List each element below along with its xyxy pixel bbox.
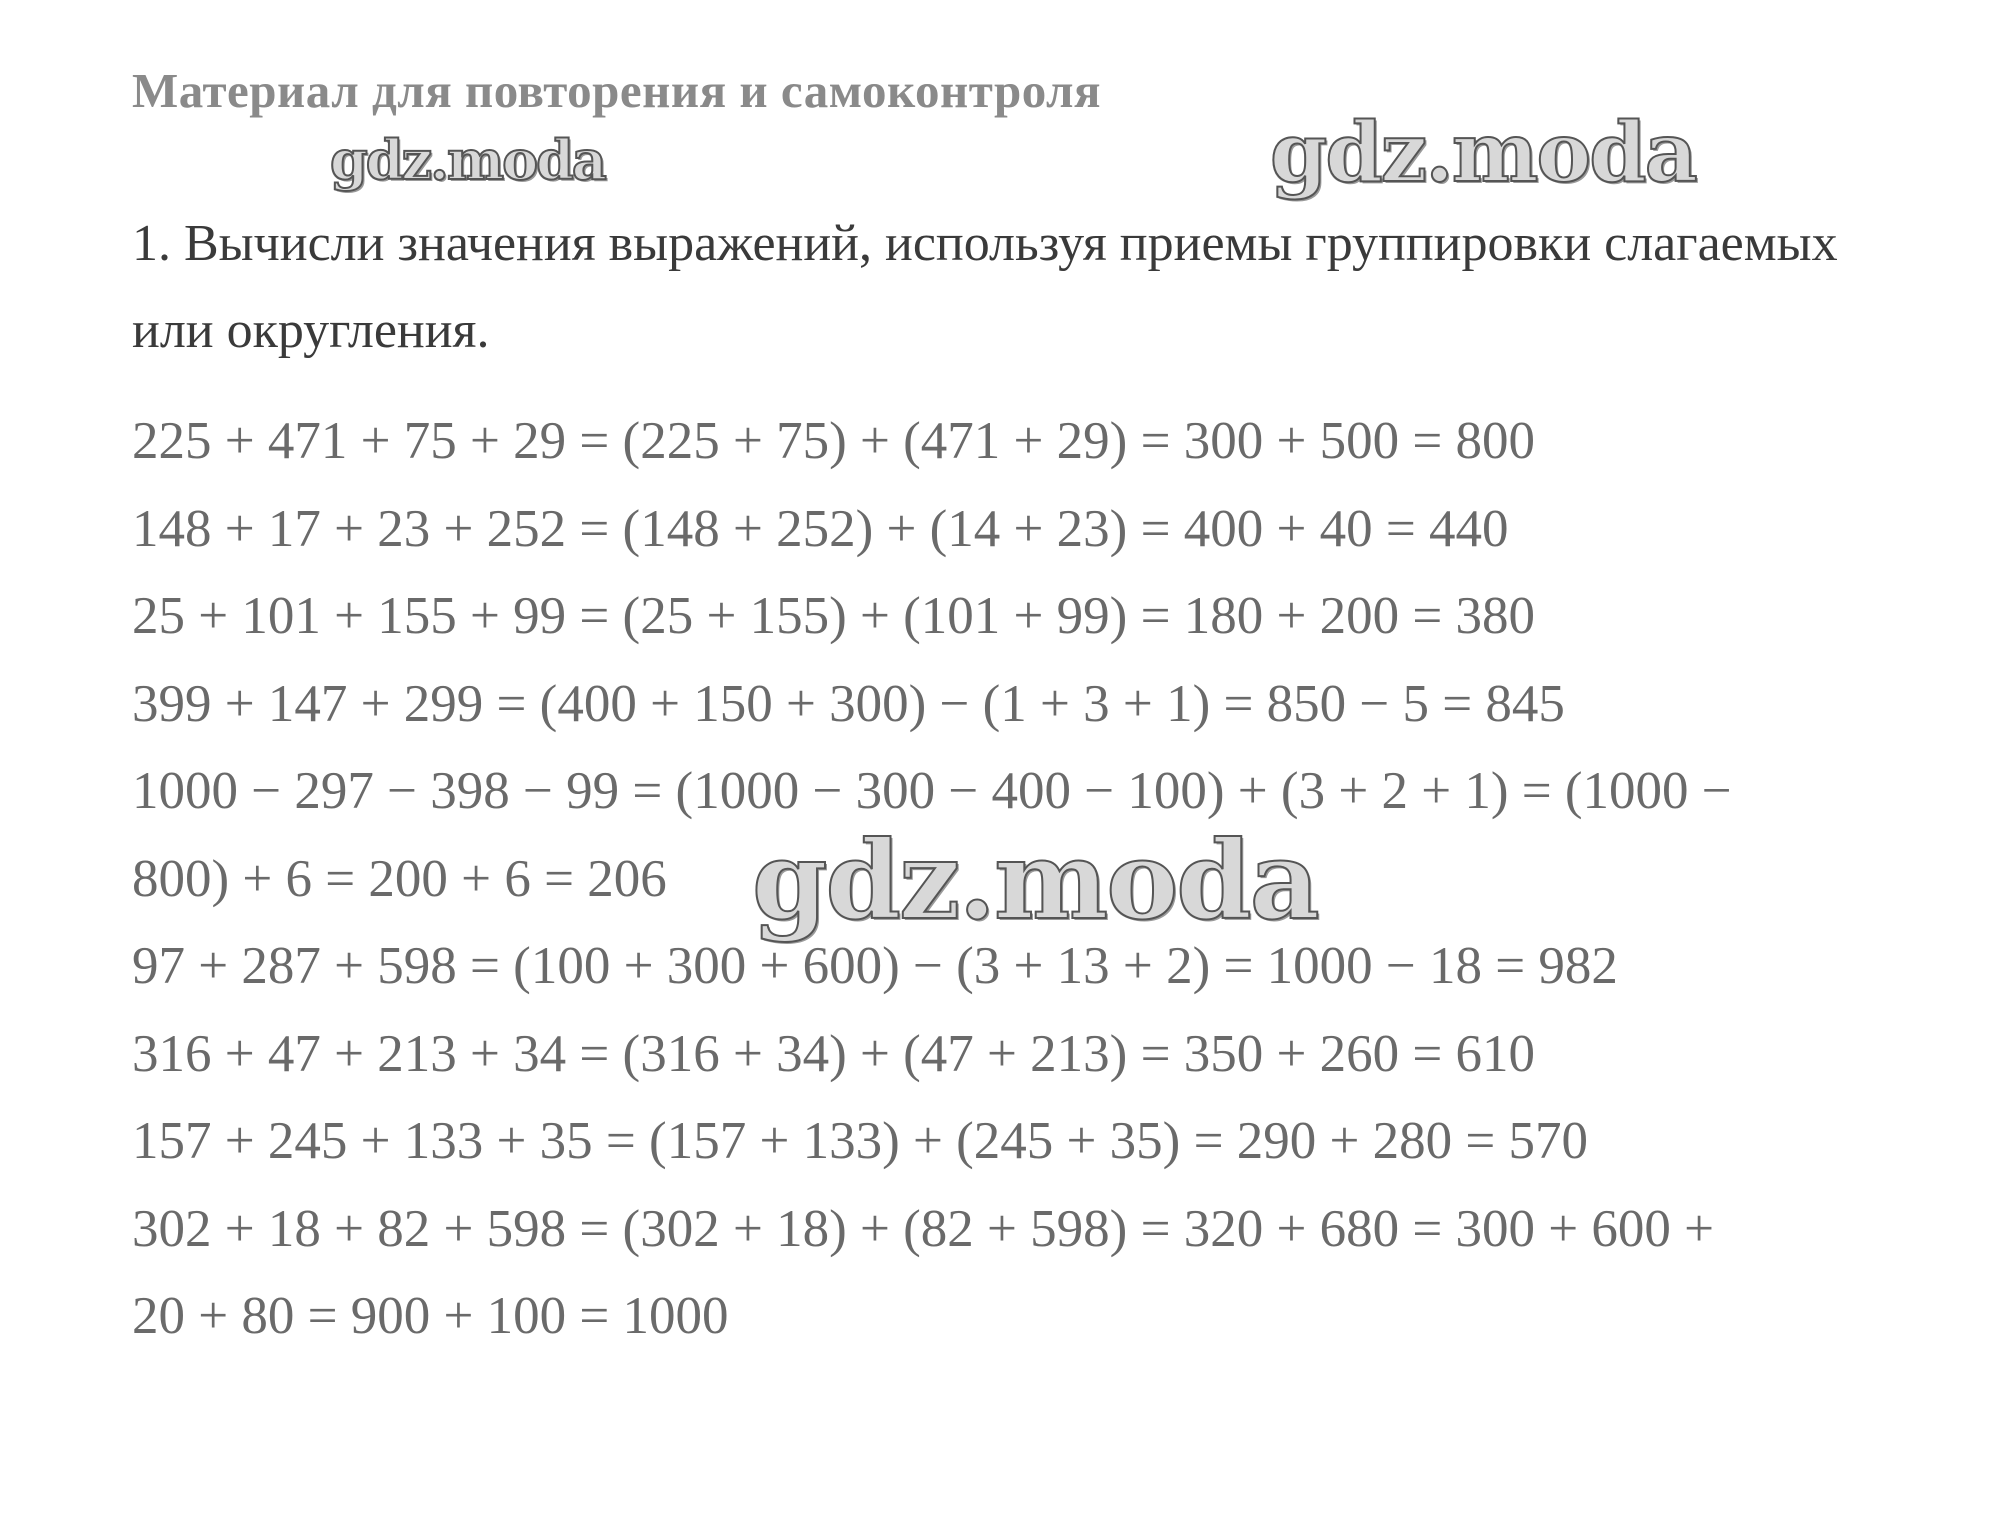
watermark-logo: gdz.moda: [1270, 105, 1696, 201]
solution-line: 302 + 18 + 82 + 598 = (302 + 18) + (82 + 598) = 320 + 680 = 300 + 600 +: [132, 1199, 1715, 1258]
solution-line: 157 + 245 + 133 + 35 = (157 + 133) + (245 + 35) = 290 + 280 = 570: [132, 1112, 1588, 1170]
solution-line: 1000 − 297 − 398 − 99 = (1000 − 300 − 400 − 100) + (3 + 2 + 1) = (1000 −: [132, 762, 1732, 820]
solution-line: 800) + 6 = 200 + 6 = 206: [132, 849, 667, 908]
watermark-logo: gdz.moda: [752, 818, 1318, 944]
solution-line: 20 + 80 = 900 + 100 = 1000: [132, 1287, 729, 1345]
watermark-logo: gdz.moda: [330, 128, 605, 192]
section-heading: Материал для повторения и самоконтроля: [132, 63, 1102, 118]
solution-line: 25 + 101 + 155 + 99 = (25 + 155) + (101 + 99) = 180 + 200 = 380: [132, 587, 1535, 645]
solution-line: 148 + 17 + 23 + 252 = (148 + 252) + (14 + 23) = 400 + 40 = 440: [132, 499, 1509, 558]
task-statement: 1. Вычисли значения выражений, используя приемы группировки слагаемых или округления.: [132, 215, 1838, 359]
solution-line: 316 + 47 + 213 + 34 = (316 + 34) + (47 + 213) = 350 + 260 = 610: [132, 1024, 1535, 1083]
solution-line: 399 + 147 + 299 = (400 + 150 + 300) − (1 + 3 + 1) = 850 − 5 = 845: [132, 674, 1565, 733]
solution-line: 97 + 287 + 598 = (100 + 300 + 600) − (3 + 13 + 2) = 1000 − 18 = 982: [132, 937, 1618, 995]
solution-line: 225 + 471 + 75 + 29 = (225 + 75) + (471 + 29) = 300 + 500 = 800: [132, 412, 1535, 470]
